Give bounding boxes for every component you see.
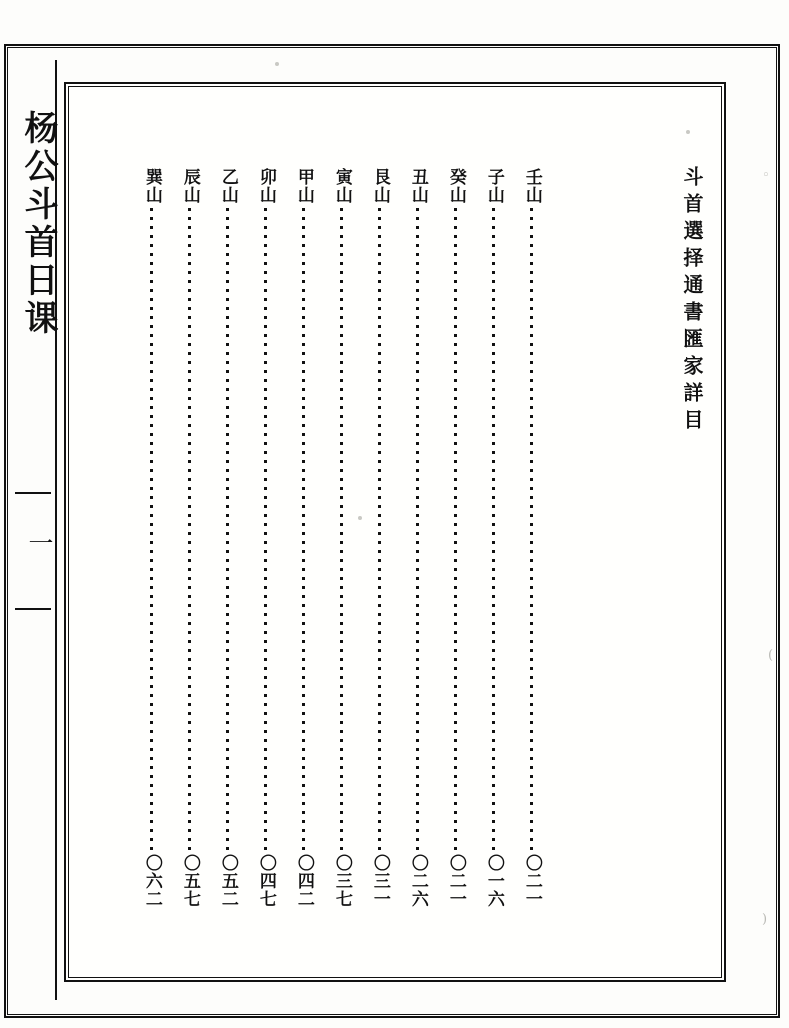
- toc-leader-dots: [492, 208, 495, 850]
- toc-entry[interactable]: [132, 168, 170, 908]
- toc-leader-dots: [264, 208, 267, 850]
- toc-leader-dots: [340, 208, 343, 850]
- toc-entry[interactable]: [360, 168, 398, 908]
- toc-entry-label: 艮山: [369, 168, 390, 204]
- toc-entry-label: 卯山: [255, 168, 276, 204]
- spine-divider-bottom: [15, 608, 51, 610]
- spine-divider-top: [15, 492, 51, 494]
- toc-leader-dots: [226, 208, 229, 850]
- margin-mark: (: [768, 648, 774, 663]
- toc-entry[interactable]: [246, 168, 284, 908]
- spine-title: 杨公斗首日课: [18, 110, 58, 338]
- scan-speck: [686, 130, 690, 134]
- spine-volume-number: 一: [25, 530, 54, 555]
- toc-entry[interactable]: [208, 168, 246, 908]
- toc-entry-label: 辰山: [179, 168, 200, 204]
- scan-speck: [358, 516, 362, 520]
- toc-entry[interactable]: [512, 168, 550, 908]
- toc-leader-dots: [188, 208, 191, 850]
- toc-entry[interactable]: [474, 168, 512, 908]
- toc-leader-dots: [454, 208, 457, 850]
- toc-entry-label: 巽山: [141, 168, 162, 204]
- toc-leader-dots: [416, 208, 419, 850]
- toc-entry-page: 〇三一: [369, 854, 390, 908]
- toc-leader-dots: [530, 208, 533, 850]
- toc-entry-label: 丑山: [407, 168, 428, 204]
- toc-leader-dots: [302, 208, 305, 850]
- toc-entry-page: 〇三七: [331, 854, 352, 908]
- toc-entry-page: 〇二六: [407, 854, 428, 908]
- table-of-contents: [120, 168, 550, 908]
- toc-entry-page: 〇四七: [255, 854, 276, 908]
- margin-mark: ◦: [762, 168, 770, 183]
- toc-entry-label: 癸山: [445, 168, 466, 204]
- toc-entry-label: 壬山: [521, 168, 542, 204]
- section-heading: 斗首選择通書匯家詳目: [680, 166, 704, 436]
- scan-speck: [275, 62, 279, 66]
- toc-entry-page: 〇二一: [445, 854, 466, 908]
- toc-entry-page: 〇二一: [521, 854, 542, 908]
- toc-entry-page: 〇一六: [483, 854, 504, 908]
- toc-entry-label: 甲山: [293, 168, 314, 204]
- toc-entry-page: 〇五二: [217, 854, 238, 908]
- toc-entry-label: 乙山: [217, 168, 238, 204]
- toc-entry[interactable]: [436, 168, 474, 908]
- toc-entry-page: 〇五七: [179, 854, 200, 908]
- toc-entry-label: 寅山: [331, 168, 352, 204]
- toc-entry-page: 〇六二: [141, 854, 162, 908]
- margin-mark: ): [762, 912, 768, 927]
- toc-leader-dots: [378, 208, 381, 850]
- toc-entry[interactable]: [398, 168, 436, 908]
- toc-entry[interactable]: [170, 168, 208, 908]
- spine-column: [9, 60, 57, 1000]
- toc-entry-page: 〇四二: [293, 854, 314, 908]
- toc-entry[interactable]: [284, 168, 322, 908]
- toc-leader-dots: [150, 208, 153, 850]
- toc-entry-label: 子山: [483, 168, 504, 204]
- toc-entry[interactable]: [322, 168, 360, 908]
